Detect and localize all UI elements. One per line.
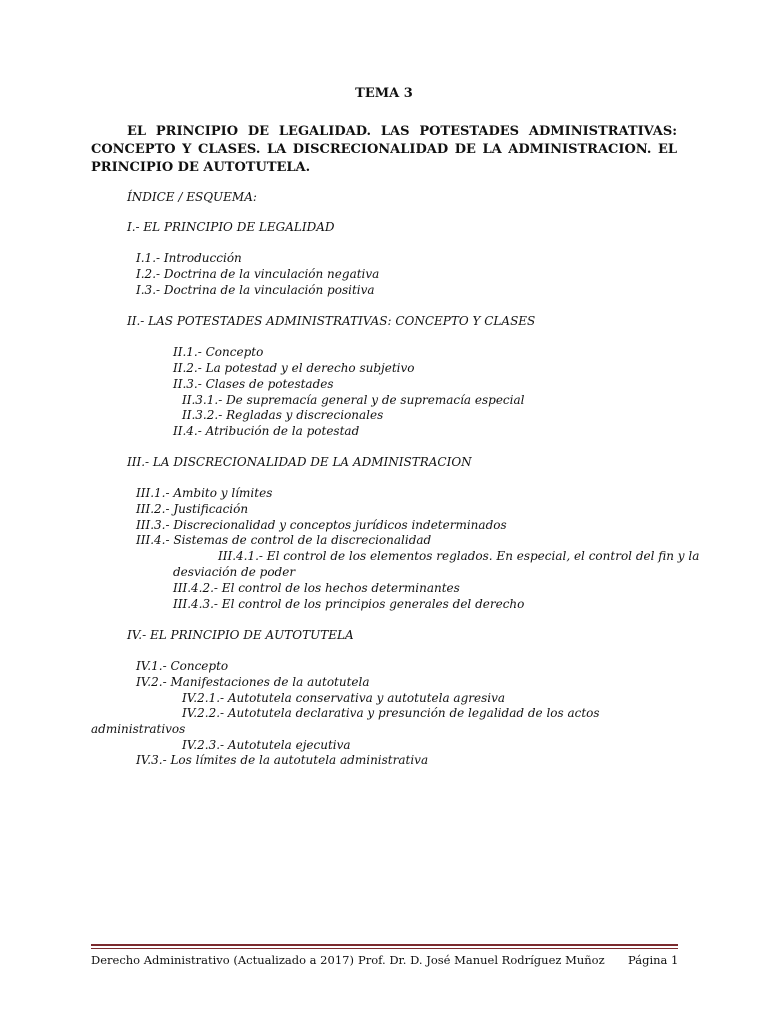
footer-page-number: Página 1 xyxy=(628,953,679,967)
doc-heading: EL PRINCIPIO DE LEGALIDAD. LAS POTESTADES ADMINISTRATIVAS: CONCEPTO Y CLASES. LA DISCRECIONALIDAD DE LA ADMINISTRACION. EL PRINCIPIO DE AUTOTUTELA. xyxy=(91,124,677,175)
index-entry: I.- EL PRINCIPIO DE LEGALIDAD xyxy=(127,220,335,234)
index-entry: I.3.- Doctrina de la vinculación positiva xyxy=(136,283,375,297)
index-entry: II.4.- Atribución de la potestad xyxy=(173,424,360,438)
footer-rule xyxy=(91,944,678,946)
index-entry: IV.3.- Los límites de la autotutela administrativa xyxy=(136,753,429,767)
index-entry: III.2.- Justificación xyxy=(136,502,249,516)
index-entry: III.1.- Ambito y límites xyxy=(136,486,273,500)
index-entry: II.1.- Concepto xyxy=(173,345,264,359)
index-entry: III.- LA DISCRECIONALIDAD DE LA ADMINISTRACION xyxy=(127,455,472,469)
index-entry: III.4.3.- El control de los principios generales del derecho xyxy=(173,597,525,611)
index-entry: III.4.2.- El control de los hechos determinantes xyxy=(173,581,460,595)
doc-title: TEMA 3 xyxy=(355,86,413,101)
index-entry: III.3.- Discrecionalidad y conceptos jurídicos indeterminados xyxy=(136,518,507,532)
index-entry: III.4.- Sistemas de control de la discrecionalidad xyxy=(136,533,432,547)
index-entry: desviación de poder xyxy=(173,565,296,579)
index-entry: II.3.1.- De supremacía general y de supremacía especial xyxy=(182,393,525,407)
index-entry: II.2.- La potestad y el derecho subjetivo xyxy=(173,361,415,375)
footer-left: Derecho Administrativo (Actualizado a 2017) xyxy=(91,953,354,967)
index-entry: IV.- EL PRINCIPIO DE AUTOTUTELA xyxy=(127,628,354,642)
index-entry: I.1.- Introducción xyxy=(136,251,242,265)
index-entry: II.3.- Clases de potestades xyxy=(173,377,334,391)
index-entry: IV.2.3.- Autotutela ejecutiva xyxy=(182,738,351,752)
index-entry: IV.2.2.- Autotutela declarativa y presunción de legalidad de los actos xyxy=(182,706,600,720)
index-entry: II.- LAS POTESTADES ADMINISTRATIVAS: CONCEPTO Y CLASES xyxy=(127,314,536,328)
footer-rule-thin xyxy=(91,948,678,949)
index-entry: IV.2.1.- Autotutela conservativa y autotutela agresiva xyxy=(182,691,506,705)
index-entry: III.4.1.- El control de los elementos reglados. En especial, el control del fin y la xyxy=(218,549,700,563)
index-entry: IV.2.- Manifestaciones de la autotutela xyxy=(136,675,370,689)
index-entry: administrativos xyxy=(91,722,186,736)
footer-author: Prof. Dr. D. José Manuel Rodríguez Muñoz xyxy=(358,953,605,967)
index-entry: IV.1.- Concepto xyxy=(136,659,229,673)
index-entry: II.3.2.- Regladas y discrecionales xyxy=(182,408,384,422)
index-title: ÍNDICE / ESQUEMA: xyxy=(127,190,257,204)
index-entry: I.2.- Doctrina de la vinculación negativa xyxy=(136,267,380,281)
